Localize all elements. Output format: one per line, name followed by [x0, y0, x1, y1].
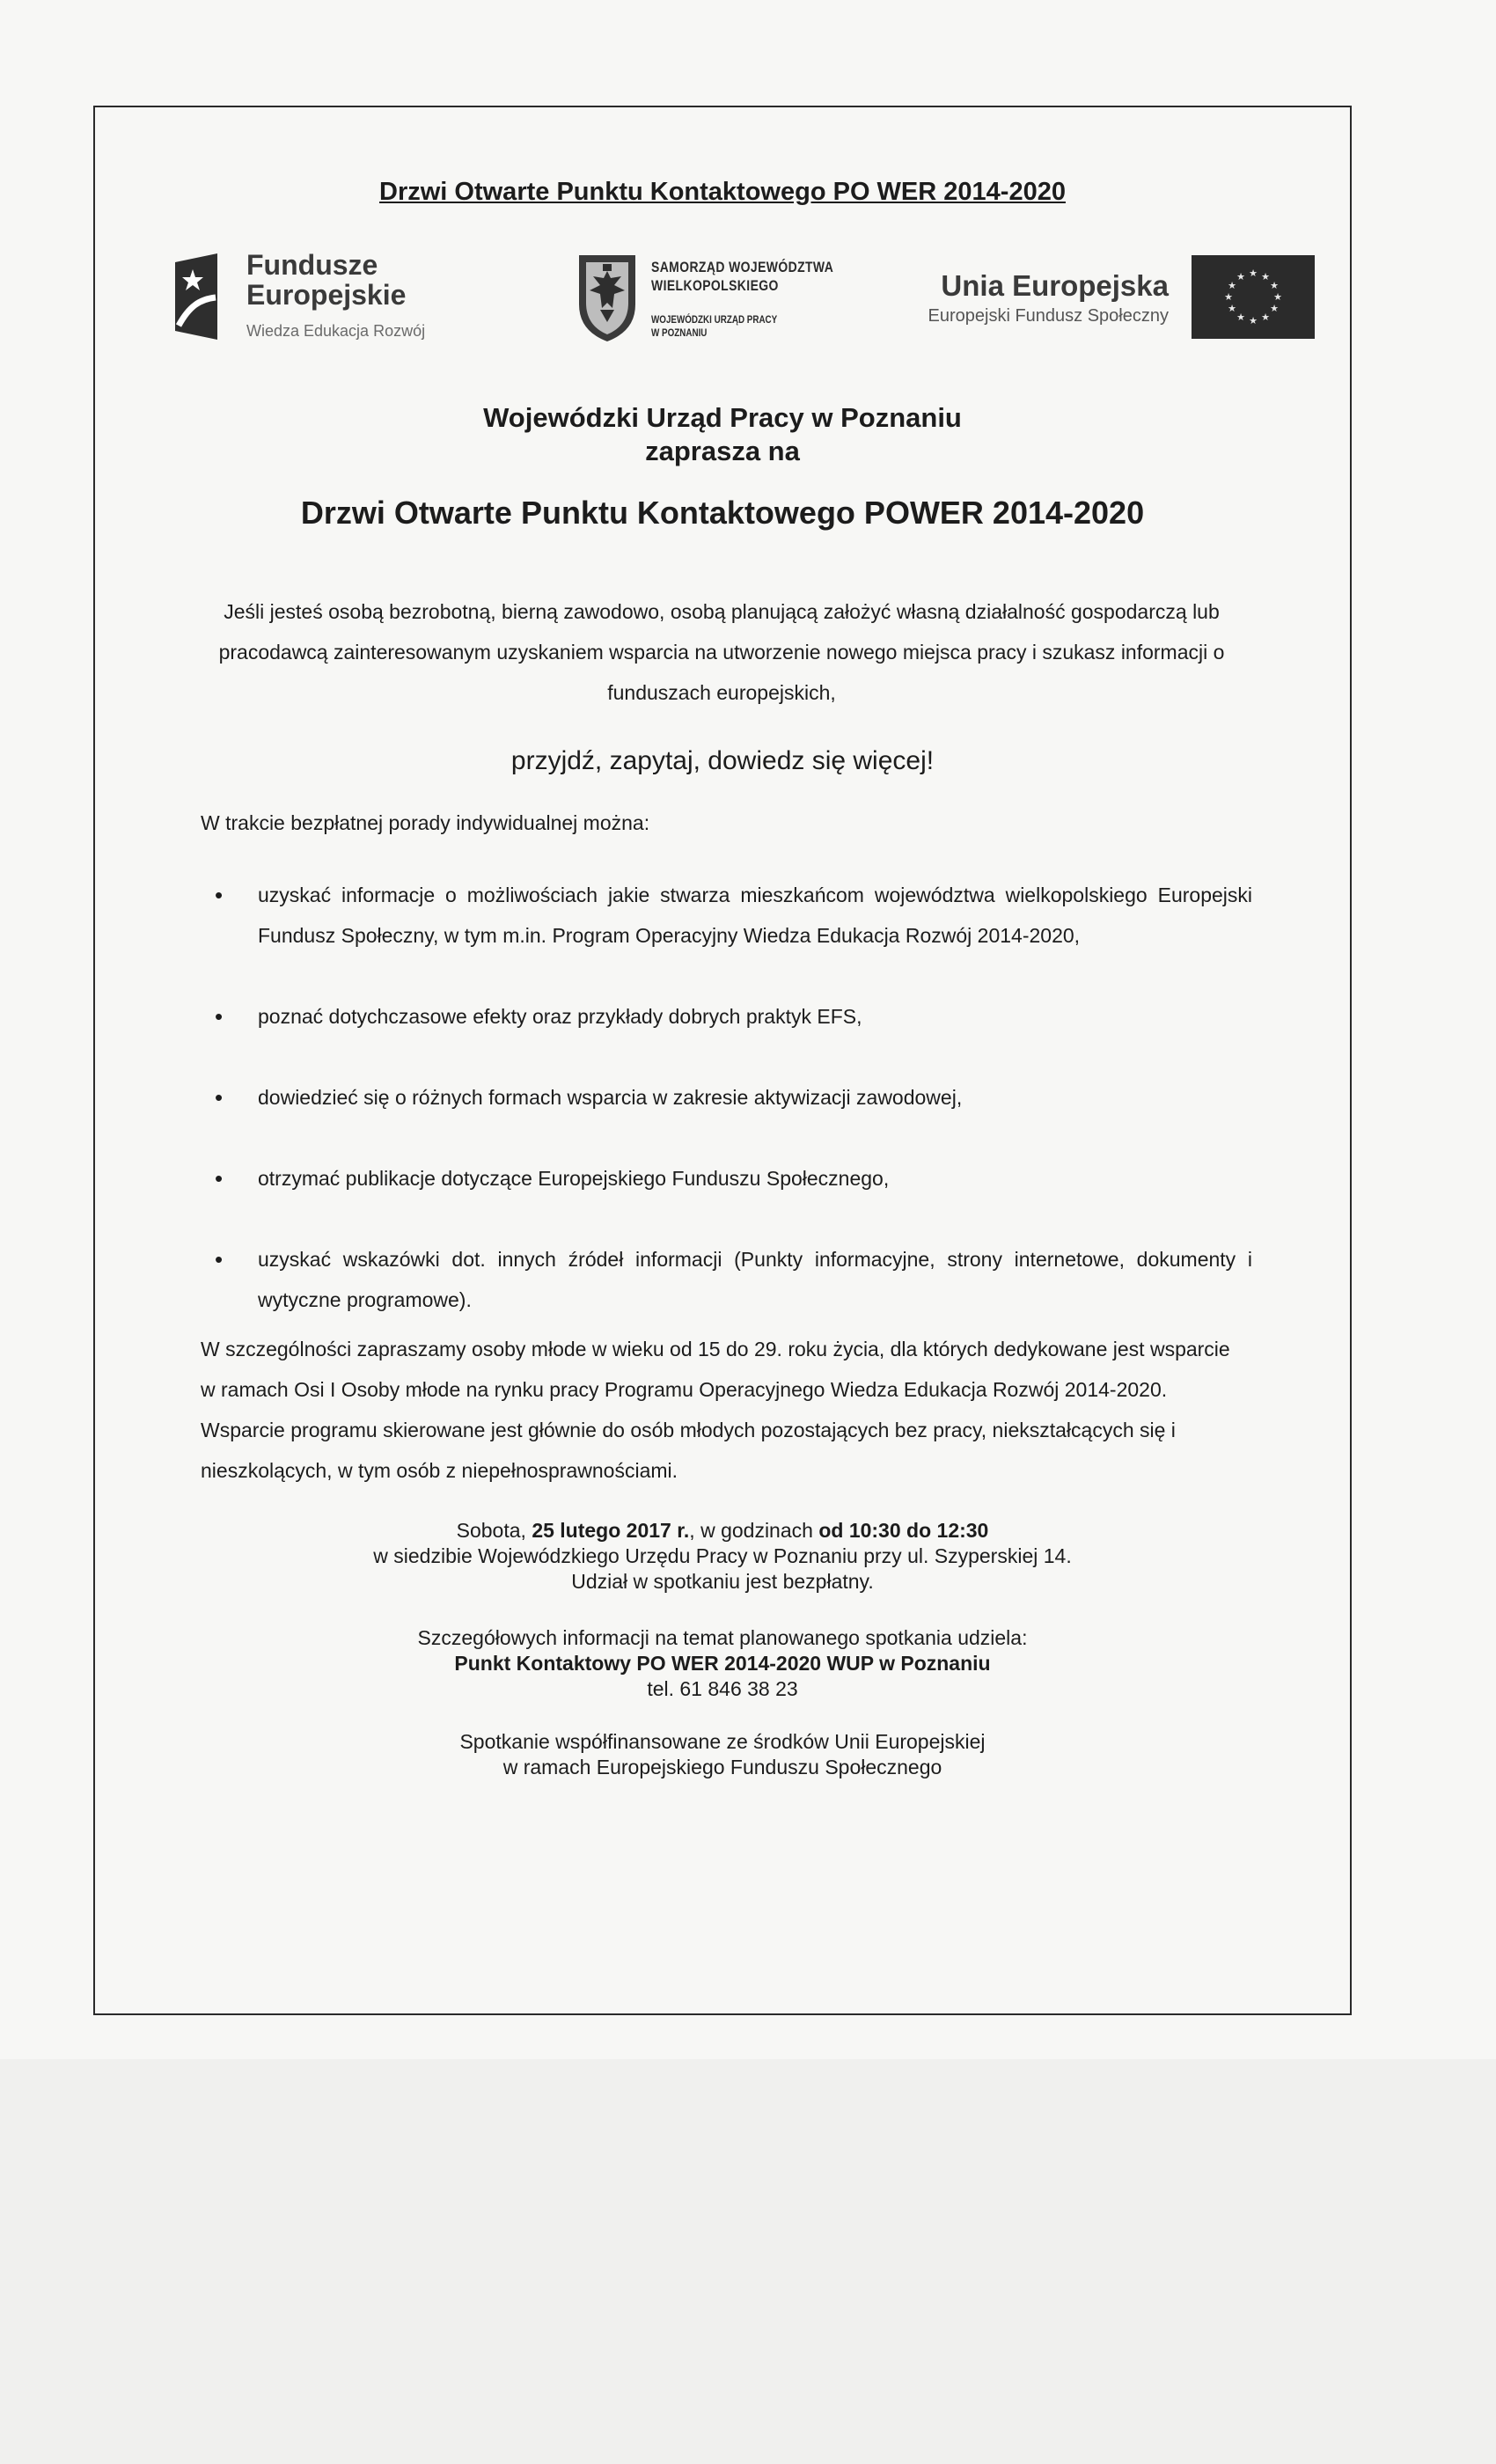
list-lead: W trakcie bezpłatnej porady indywidualnej można: — [201, 811, 650, 834]
ue-logo-title: Unia Europejska — [941, 269, 1169, 302]
svg-text:★: ★ — [1261, 312, 1270, 323]
samorzad-line1: SAMORZĄD WOJEWÓDZTWA — [651, 259, 834, 275]
event-day: Sobota, — [456, 1519, 532, 1542]
svg-text:★: ★ — [1228, 303, 1236, 314]
target-group-paragraph: W szczególności zapraszamy osoby młode w wieku od 15 do 29. roku życia, dla których dedykowane jest wsparcie w ramach Osi I Osoby młode na rynku pracy Programu Operacyjnego Wiedza Edukacja Rozwój 2014-2020. Wsparcie programu skierowane jest głównie do osób młodych pozostających bez pracy, niekształcących się i nieszkolących, w tym osób z niepełnosprawnościami. — [201, 1338, 1230, 1482]
funding-footer — [93, 1729, 1352, 1780]
event-hours: od 10:30 do 12:30 — [818, 1519, 989, 1542]
samorzad-crest-icon — [576, 252, 639, 343]
svg-text:★: ★ — [1249, 315, 1258, 326]
fe-logo-title — [246, 250, 406, 310]
svg-text:★: ★ — [1273, 291, 1282, 303]
list-item: • uzyskać informacje o możliwościach jakie stwarza mieszkańcom województwa wielkopolskiego Europejski Fundusz Społeczny, w tym m.in. Program Operacyjny Wiedza Edukacja Rozwój 2014-2020, — [201, 875, 1252, 956]
document-header-title: Drzwi Otwarte Punktu Kontaktowego PO WER 2014-2020 — [379, 178, 1066, 206]
contact-phone: tel. 61 846 38 23 — [647, 1677, 798, 1700]
event-free-note: Udział w spotkaniu jest bezpłatny. — [571, 1570, 874, 1593]
contact-details — [93, 1625, 1352, 1702]
organizer-invites: zaprasza na — [645, 436, 800, 466]
svg-text:★: ★ — [1249, 268, 1258, 279]
benefits-list — [201, 875, 1252, 1360]
organizer-name: Wojewódzki Urząd Pracy w Poznaniu — [483, 402, 962, 433]
ue-logo-subtitle: Europejski Fundusz Społeczny — [928, 306, 1169, 326]
fe-logo-line1: Fundusze — [246, 249, 378, 281]
event-location: w siedzibie Wojewódzkiego Urzędu Pracy w Poznaniu przy ul. Szyperskiej 14. — [373, 1544, 1072, 1567]
list-item: • uzyskać wskazówki dot. innych źródeł informacji (Punkty informacyjne, strony internetowe, dokumenty i wytyczne programowe). — [201, 1239, 1252, 1320]
list-item: • otrzymać publikacje dotyczące Europejskiego Funduszu Społecznego, — [201, 1158, 1252, 1199]
call-to-action: przyjdź, zapytaj, dowiedz się więcej! — [510, 746, 935, 775]
svg-text:★: ★ — [1236, 312, 1245, 323]
svg-text:★: ★ — [1270, 303, 1279, 314]
fe-logo-line2: Europejskie — [246, 279, 407, 311]
event-date: 25 lutego 2017 r. — [532, 1519, 690, 1542]
organizer-heading — [93, 401, 1352, 468]
event-hours-prefix: , w godzinach — [689, 1519, 819, 1542]
svg-text:★: ★ — [1236, 271, 1245, 282]
event-title: Drzwi Otwarte Punktu Kontaktowego POWER 2014-2020 — [300, 495, 1145, 531]
contact-intro: Szczegółowych informacji na temat planowanego spotkania udziela: — [417, 1626, 1028, 1649]
svg-text:★: ★ — [1224, 291, 1233, 303]
wup-line1: WOJEWÓDZKI URZĄD PRACY — [651, 313, 778, 326]
svg-text:★: ★ — [1270, 280, 1279, 291]
contact-name: Punkt Kontaktowy PO WER 2014-2020 WUP w Poznaniu — [454, 1652, 991, 1675]
wup-line2: W POZNANIU — [651, 326, 708, 339]
svg-text:★: ★ — [1261, 271, 1270, 282]
list-item: • poznać dotychczasowe efekty oraz przykłady dobrych praktyk EFS, — [201, 996, 1252, 1037]
eu-flag-icon — [1192, 255, 1315, 339]
intro-paragraph: Jeśli jesteś osobą bezrobotną, bierną zawodowo, osobą planującą założyć własną działalność gospodarczą lub pracodawcą zainteresowanym uzyskaniem wsparcia na utworzenie nowego miejsca pracy i szukasz informacji o funduszach europejskich, — [218, 600, 1225, 704]
footer-line1: Spotkanie współfinansowane ze środków Unii Europejskiej — [459, 1730, 986, 1753]
footer-line2: w ramach Europejskiego Funduszu Społecznego — [502, 1756, 942, 1778]
scan-background — [0, 2059, 1496, 2464]
list-item: • dowiedzieć się o różnych formach wsparcia w zakresie aktywizacji zawodowej, — [201, 1077, 1252, 1118]
event-date-line — [93, 1518, 1352, 1544]
event-details — [93, 1518, 1352, 1595]
fundusze-europejskie-logo-icon — [173, 253, 219, 340]
fe-logo-subtitle: Wiedza Edukacja Rozwój — [246, 322, 426, 340]
samorzad-line2: WIELKOPOLSKIEGO — [651, 277, 779, 294]
svg-text:★: ★ — [1228, 280, 1236, 291]
